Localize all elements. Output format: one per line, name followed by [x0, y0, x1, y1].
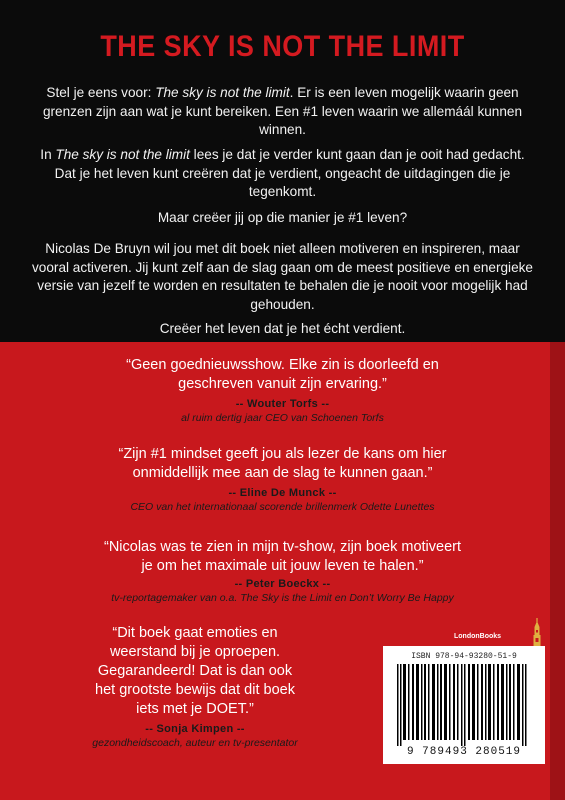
quote-2-author: -- Eline De Munck --	[228, 487, 337, 499]
quote-1-role: al ruim dertig jaar CEO van Schoenen Torfs	[181, 412, 384, 424]
intro-paragraph-2: In The sky is not the limit lees je dat je verder kunt gaan dan je ooit had gedacht. Dat je het leven kunt creëren dat je verdient, ongeacht de uitdagingen die je tegenkomt.	[40, 147, 525, 199]
intro-paragraph-4: Nicolas De Bruyn wil jou met dit boek niet alleen motiveren en inspireren, maar vooral activeren. Jij kunt zelf aan de slag gaan om de meest positieve en energieke versie van jezelf te worden en resultaten te behalen die je nooit voor mogelijk had gehouden.	[32, 241, 533, 312]
book-title: THE SKY IS NOT THE LIMIT	[100, 30, 465, 63]
intro-paragraph-5: Creëer het leven dat je het écht verdient.	[159, 321, 406, 336]
intro-paragraph-3: Maar creëer jij op die manier je #1 leven?	[157, 210, 408, 225]
quote-2-text: “Zijn #1 mindset geeft jou als lezer de kans om hier onmiddellijk mee aan de slag te kunnen gaan.”	[118, 446, 447, 481]
quote-4-role: gezondheidscoach, auteur en tv-presentator	[92, 737, 298, 749]
cover-edge-shade	[550, 342, 565, 800]
barcode-digits: 9 789493 280519	[406, 746, 522, 758]
publisher-name: LondonBooks	[454, 633, 502, 640]
quote-3-author: -- Peter Boeckx --	[234, 578, 331, 590]
tower-icon	[532, 618, 542, 646]
barcode	[383, 646, 545, 764]
intro-paragraph-1: Stel je eens voor: The sky is not the limit. Er is een leven mogelijk waarin geen grenzen zijn aan wat je kunt bereiken. Een #1 leven waarin we allemáál kunnen winnen.	[42, 85, 523, 137]
barcode-bars	[393, 664, 535, 746]
quote-1-author: -- Wouter Torfs --	[235, 398, 330, 410]
isbn-label: ISBN 978-94-93280-51-9	[411, 652, 517, 661]
quote-4-text: “Dit boek gaat emoties en weerstand bij je oproepen. Gegarandeerd! Dat is dan ook het grootste bewijs dat dit boek iets met je DOET.”	[95, 625, 295, 717]
publisher-logo	[454, 618, 544, 646]
quote-1-text: “Geen goednieuwsshow. Elke zin is doorleefd en geschreven vanuit zijn ervaring.”	[126, 357, 439, 392]
quote-4-author: -- Sonja Kimpen --	[145, 723, 245, 735]
quote-2-role: CEO van het internationaal scorende brillenmerk Odette Lunettes	[130, 501, 435, 513]
quote-3-text: “Nicolas was te zien in mijn tv-show, zijn boek motiveert je om het maximale uit jouw leven te halen.”	[104, 539, 461, 574]
quote-3-role: tv-reportagemaker van o.a. The Sky is the Limit en Don’t Worry Be Happy	[111, 592, 454, 604]
